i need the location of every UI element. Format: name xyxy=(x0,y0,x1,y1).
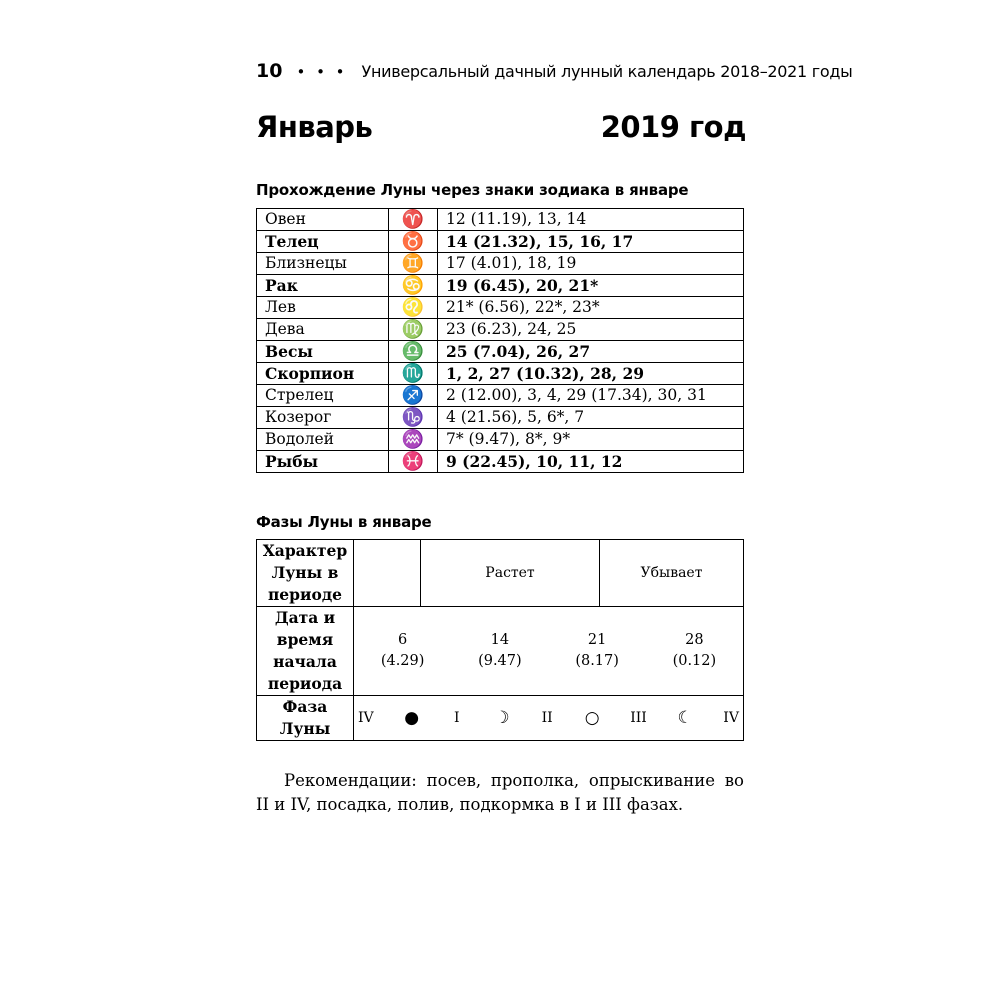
phases-section-heading: Фазы Луны в январе xyxy=(256,513,432,531)
period-date-entry xyxy=(673,630,717,672)
period-dates-cell xyxy=(354,607,744,696)
year-title: 2019 год xyxy=(600,110,746,144)
zodiac-dates: 19 (6.45), 20, 21* xyxy=(438,275,744,297)
zodiac-dates: 21* (6.56), 22*, 23* xyxy=(438,297,744,319)
phase-numeral: III xyxy=(630,710,647,726)
period-start-row xyxy=(257,607,744,696)
zodiac-symbol-icon: ♎ xyxy=(389,341,438,363)
period-time: (4.29) xyxy=(380,653,425,669)
zodiac-sign-name: Рак xyxy=(257,275,389,297)
zodiac-symbol-icon: ♌ xyxy=(389,297,438,319)
growing-cell: Растет xyxy=(421,540,600,607)
zodiac-row xyxy=(257,275,744,297)
moon-phase-icon: ● xyxy=(404,708,420,728)
zodiac-row xyxy=(257,319,744,341)
zodiac-row xyxy=(257,429,744,451)
zodiac-symbol-icon: ♋ xyxy=(389,275,438,297)
moon-phase-cell xyxy=(354,696,744,741)
zodiac-sign-name: Козерог xyxy=(257,407,389,429)
zodiac-row xyxy=(257,451,744,473)
zodiac-symbol-icon: ♓ xyxy=(389,451,438,473)
period-day: 6 xyxy=(398,632,408,648)
page-number: 10 xyxy=(256,60,283,82)
zodiac-table xyxy=(256,208,744,473)
book-title: Универсальный дачный лунный календарь 2018–2021 годы xyxy=(361,62,853,81)
phase-numeral: IV xyxy=(723,710,739,726)
zodiac-symbol-icon: ♉ xyxy=(389,231,438,253)
zodiac-sign-name: Стрелец xyxy=(257,385,389,407)
zodiac-dates: 23 (6.23), 24, 25 xyxy=(438,319,744,341)
moon-phase-row xyxy=(257,696,744,741)
zodiac-row xyxy=(257,407,744,429)
zodiac-row xyxy=(257,231,744,253)
period-day: 21 xyxy=(587,632,607,648)
period-date-entry xyxy=(575,630,619,672)
zodiac-sign-name: Близнецы xyxy=(257,253,389,275)
month-title: Январь xyxy=(256,110,373,144)
zodiac-row xyxy=(257,209,744,231)
zodiac-row xyxy=(257,385,744,407)
moon-character-row xyxy=(257,540,744,607)
moon-phases-table xyxy=(256,539,744,741)
zodiac-sign-name: Овен xyxy=(257,209,389,231)
zodiac-dates: 7* (9.47), 8*, 9* xyxy=(438,429,744,451)
recommendation-text: Рекомендации: посев, прополка, опрыскивание во II и IV, посадка, полив, подкормка в I и III фазах. xyxy=(256,770,744,814)
zodiac-symbol-icon: ♑ xyxy=(389,407,438,429)
zodiac-section-heading: Прохождение Луны через знаки зодиака в январе xyxy=(256,181,689,199)
moon-phase-icon: ☾ xyxy=(677,708,693,728)
zodiac-row xyxy=(257,297,744,319)
zodiac-dates: 9 (22.45), 10, 11, 12 xyxy=(438,451,744,473)
zodiac-symbol-icon: ♒ xyxy=(389,429,438,451)
moon-phase-sequence xyxy=(354,708,743,728)
period-day: 28 xyxy=(685,632,704,648)
zodiac-sign-name: Водолей xyxy=(257,429,389,451)
page-title-row xyxy=(256,110,746,144)
period-time: (9.47) xyxy=(478,653,522,669)
moon-phase-icon: ☽ xyxy=(494,708,510,728)
empty-cell xyxy=(354,540,421,607)
waning-cell: Убывает xyxy=(600,540,744,607)
period-time: (0.12) xyxy=(672,653,717,669)
period-day: 14 xyxy=(490,632,510,648)
zodiac-dates: 25 (7.04), 26, 27 xyxy=(438,341,744,363)
phase-numeral: II xyxy=(541,710,553,726)
zodiac-row xyxy=(257,253,744,275)
moon-character-label: Характер Луны в периоде xyxy=(257,540,354,607)
moon-phase-label: Фаза Луны xyxy=(257,696,354,741)
zodiac-symbol-icon: ♈ xyxy=(389,209,438,231)
zodiac-row xyxy=(257,363,744,385)
phase-numeral: I xyxy=(453,710,460,726)
zodiac-symbol-icon: ♊ xyxy=(389,253,438,275)
zodiac-symbol-icon: ♏ xyxy=(389,363,438,385)
period-date-entry xyxy=(381,630,425,672)
zodiac-sign-name: Телец xyxy=(257,231,389,253)
zodiac-sign-name: Весы xyxy=(257,341,389,363)
period-start-label: Дата и время начала периода xyxy=(257,607,354,696)
zodiac-dates: 4 (21.56), 5, 6*, 7 xyxy=(438,407,744,429)
zodiac-sign-name: Дева xyxy=(257,319,389,341)
zodiac-dates: 2 (12.00), 3, 4, 29 (17.34), 30, 31 xyxy=(438,385,744,407)
zodiac-sign-name: Лев xyxy=(257,297,389,319)
zodiac-dates: 1, 2, 27 (10.32), 28, 29 xyxy=(438,363,744,385)
zodiac-symbol-icon: ♐ xyxy=(389,385,438,407)
period-dates xyxy=(354,630,743,672)
zodiac-row xyxy=(257,341,744,363)
phase-numeral: IV xyxy=(358,710,374,726)
zodiac-sign-name: Рыбы xyxy=(257,451,389,473)
zodiac-dates: 14 (21.32), 15, 16, 17 xyxy=(438,231,744,253)
period-time: (8.17) xyxy=(575,653,619,669)
header-dots: • • • xyxy=(296,63,348,81)
zodiac-sign-name: Скорпион xyxy=(257,363,389,385)
period-date-entry xyxy=(478,630,522,672)
zodiac-symbol-icon: ♍ xyxy=(389,319,438,341)
moon-phase-icon: ○ xyxy=(584,708,600,728)
zodiac-dates: 17 (4.01), 18, 19 xyxy=(438,253,744,275)
running-head xyxy=(256,60,853,82)
zodiac-dates: 12 (11.19), 13, 14 xyxy=(438,209,744,231)
